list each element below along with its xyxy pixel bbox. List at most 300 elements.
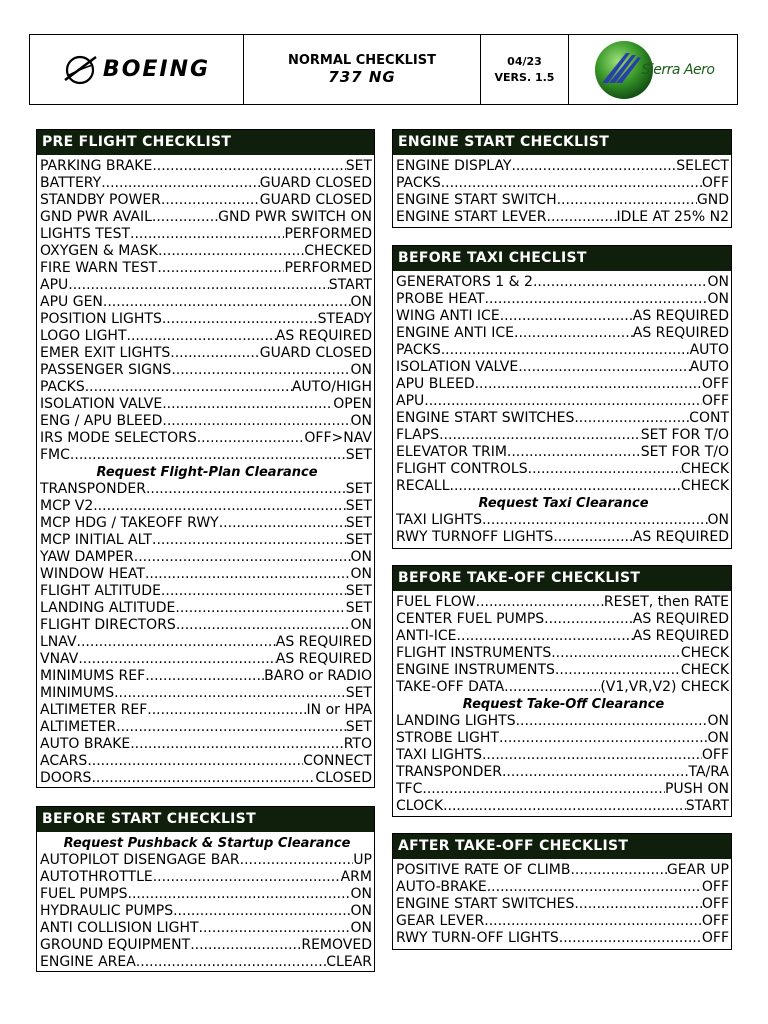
- item-label: APU: [40, 277, 69, 293]
- item-label: WING ANTI ICE: [396, 308, 500, 324]
- dot-leader: [136, 954, 326, 971]
- checklist-row: [40, 413, 374, 430]
- item-label: YAW DAMPER: [40, 549, 134, 565]
- dot-leader: [101, 175, 260, 192]
- dot-leader: [170, 345, 259, 362]
- checklist-group: [396, 862, 731, 947]
- checklist-row: [396, 444, 731, 461]
- item-action: GEAR UP: [666, 862, 729, 878]
- dot-leader: [533, 274, 708, 291]
- dot-leader: [128, 886, 351, 903]
- dot-leader: [130, 736, 344, 753]
- checklist-row: [40, 651, 374, 668]
- item-label: VNAV: [40, 651, 79, 667]
- item-label: BATTERY: [40, 175, 102, 191]
- checklist-group: [40, 158, 374, 464]
- checklist-group: [396, 158, 731, 226]
- checklist-row: [40, 158, 374, 175]
- version-block: [481, 35, 569, 104]
- item-action: GUARD CLOSED: [259, 192, 372, 208]
- item-label: MINIMUMS REF: [40, 668, 146, 684]
- dot-leader: [457, 628, 633, 645]
- item-action: ON: [350, 903, 372, 919]
- dot-leader: [147, 702, 306, 719]
- checklist-row: [396, 781, 731, 798]
- checklist-row: [40, 719, 374, 736]
- item-label: TAKE-OFF DATA: [396, 679, 505, 695]
- item-label: FLIGHT CONTROLS: [396, 461, 528, 477]
- checklist-row: [40, 362, 374, 379]
- item-label: FLAPS: [396, 427, 440, 443]
- dot-leader: [199, 920, 351, 937]
- checklist-row: [396, 798, 731, 815]
- checklist-row: [40, 311, 374, 328]
- item-action: UP: [353, 852, 372, 868]
- checklist-row: [396, 192, 731, 209]
- checklist-row: [40, 515, 374, 532]
- item-action: CLOSED: [315, 770, 372, 786]
- dot-leader: [176, 617, 351, 634]
- dot-leader: [450, 478, 681, 495]
- dot-leader: [441, 175, 702, 192]
- checklist-row: [40, 600, 374, 617]
- item-action: SET: [345, 498, 372, 514]
- item-label: GENERATORS 1 & 2: [396, 274, 533, 290]
- dot-leader: [103, 294, 351, 311]
- dot-leader: [157, 260, 284, 277]
- dot-leader: [70, 447, 346, 464]
- dot-leader: [485, 291, 708, 308]
- before-taxi-checklist: [392, 245, 732, 549]
- dot-leader: [68, 277, 329, 294]
- item-action: ARM: [340, 869, 372, 885]
- checklist-row: [396, 274, 731, 291]
- checklist-row: [396, 393, 731, 410]
- item-label: ENGINE DISPLAY: [396, 158, 512, 174]
- dot-leader: [91, 770, 315, 787]
- item-label: FLIGHT INSTRUMENTS: [396, 645, 552, 661]
- item-label: EMER EXIT LIGHTS: [40, 345, 171, 361]
- checklist-row: [40, 920, 374, 937]
- item-label: LANDING ALTITUDE: [40, 600, 176, 616]
- checklist-row: [40, 481, 374, 498]
- item-action: GND: [696, 192, 729, 208]
- item-label: ENGINE START SWITCHES: [396, 896, 575, 912]
- item-label: ENGINE START LEVER: [396, 209, 547, 225]
- checklist-row: [40, 903, 374, 920]
- item-label: TFC: [396, 781, 423, 797]
- item-action: SET FOR T/O: [640, 427, 729, 443]
- dot-leader: [158, 243, 304, 260]
- dot-leader: [551, 645, 681, 662]
- item-action: PUSH ON: [664, 781, 729, 797]
- item-label: FUEL PUMPS: [40, 886, 128, 902]
- item-action: PERFORMED: [284, 226, 372, 242]
- item-action: CHECK: [680, 478, 729, 494]
- item-action: ON: [707, 512, 729, 528]
- item-action: CLEAR: [326, 954, 372, 970]
- checklist-group: [396, 594, 731, 696]
- checklist-row: [396, 325, 731, 342]
- dot-leader: [127, 328, 276, 345]
- checklist-row: [40, 498, 374, 515]
- item-action: START: [328, 277, 372, 293]
- item-label: RECALL: [396, 478, 450, 494]
- item-action: CHECK: [680, 461, 729, 477]
- item-action: IDLE AT 25% N2: [616, 209, 729, 225]
- manufacturer-logo: [30, 35, 244, 104]
- item-label: ENGINE AREA: [40, 954, 136, 970]
- item-label: PACKS: [396, 342, 441, 358]
- item-label: ENGINE START SWITCH: [396, 192, 557, 208]
- dot-leader: [511, 158, 676, 175]
- checklist-row: [396, 764, 731, 781]
- checklist-items: [393, 591, 731, 815]
- item-action: ON: [707, 730, 729, 746]
- item-label: IRS MODE SELECTORS: [40, 430, 197, 446]
- checklist-row: [40, 954, 374, 971]
- checklist-row: [396, 461, 731, 478]
- dot-leader: [219, 515, 346, 532]
- checklist-title-block: [244, 35, 481, 104]
- checklist-row: [40, 175, 374, 192]
- before-takeoff-checklist: [392, 565, 732, 817]
- item-action: CONNECT: [303, 753, 372, 769]
- manufacturer-name: BOEING: [102, 57, 211, 82]
- checklist-row: [40, 379, 374, 396]
- checklist-row: [396, 427, 731, 444]
- item-action: AUTO: [689, 359, 729, 375]
- item-label: ENGINE INSTRUMENTS: [396, 662, 555, 678]
- item-label: GROUND EQUIPMENT: [40, 937, 191, 953]
- item-action: GND PWR SWITCH ON: [218, 209, 372, 225]
- item-label: STROBE LIGHT: [396, 730, 499, 746]
- checklist-row: [396, 512, 731, 529]
- checklist-row: [396, 611, 731, 628]
- item-action: OFF: [701, 747, 729, 763]
- item-label: DOORS: [40, 770, 92, 786]
- checklist-items: [393, 859, 731, 947]
- dot-leader: [175, 600, 345, 617]
- checklist-row: [40, 702, 374, 719]
- checklist-row: [40, 396, 374, 413]
- dot-leader: [475, 376, 702, 393]
- checklist-row: [396, 410, 731, 427]
- item-action: ON: [350, 549, 372, 565]
- checklist-items: [37, 832, 374, 971]
- item-label: ISOLATION VALVE: [40, 396, 163, 412]
- checklist-row: [40, 532, 374, 549]
- checklist-row: [40, 617, 374, 634]
- checklist-row: [396, 308, 731, 325]
- item-action: AS REQUIRED: [632, 611, 729, 627]
- item-action: SET FOR T/O: [640, 444, 729, 460]
- checklist-items: [37, 155, 374, 787]
- item-label: LANDING LIGHTS: [396, 713, 516, 729]
- item-action: CONT: [689, 410, 729, 426]
- dot-leader: [424, 393, 702, 410]
- checklist-row: [40, 634, 374, 651]
- item-action: OFF: [701, 376, 729, 392]
- section-title: AFTER TAKE-OFF CHECKLIST: [393, 834, 731, 859]
- aircraft-type: 737 NG: [328, 68, 396, 86]
- dot-leader: [190, 937, 301, 954]
- dot-leader: [152, 209, 218, 226]
- dot-leader: [93, 498, 345, 515]
- item-action: REMOVED: [301, 937, 372, 953]
- item-label: TAXI LIGHTS: [396, 512, 482, 528]
- dot-leader: [555, 662, 681, 679]
- dot-leader: [161, 192, 260, 209]
- item-label: APU: [396, 393, 425, 409]
- dot-leader: [116, 719, 346, 736]
- item-action: SET: [345, 515, 372, 531]
- item-label: MCP V2: [40, 498, 94, 514]
- item-action: SELECT: [676, 158, 729, 174]
- after-takeoff-checklist: [392, 833, 732, 950]
- item-label: POSITIVE RATE OF CLIMB: [396, 862, 571, 878]
- item-label: CENTER FUEL PUMPS: [396, 611, 545, 627]
- dot-leader: [171, 362, 350, 379]
- preflight-checklist: [36, 129, 375, 788]
- item-action: STEADY: [317, 311, 372, 327]
- dot-leader: [153, 869, 341, 886]
- item-label: LOGO LIGHT: [40, 328, 127, 344]
- item-action: ON: [350, 413, 372, 429]
- checklist-row: [396, 376, 731, 393]
- checklist-row: [40, 430, 374, 447]
- checklist-row: [396, 913, 731, 930]
- checklist-row: [396, 594, 731, 611]
- item-label: FLIGHT ALTITUDE: [40, 583, 161, 599]
- dot-leader: [482, 747, 702, 764]
- checklist-row: [40, 328, 374, 345]
- dot-leader: [162, 413, 350, 430]
- item-label: POSITION LIGHTS: [40, 311, 162, 327]
- checklist-row: [396, 879, 731, 896]
- dot-leader: [574, 410, 689, 427]
- dot-leader: [162, 311, 318, 328]
- engine-start-checklist: [392, 129, 732, 228]
- checklist-row: [396, 896, 731, 913]
- item-action: OFF: [701, 913, 729, 929]
- item-action: ON: [350, 566, 372, 582]
- dot-leader: [557, 192, 697, 209]
- item-action: ON: [707, 291, 729, 307]
- item-action: ON: [350, 920, 372, 936]
- checklist-row: [396, 291, 731, 308]
- item-label: OXYGEN & MASK: [40, 243, 158, 259]
- checklist-title: NORMAL CHECKLIST: [287, 53, 436, 68]
- item-label: FUEL FLOW: [396, 594, 476, 610]
- item-action: AS REQUIRED: [632, 325, 729, 341]
- checklist-row: [40, 685, 374, 702]
- item-action: AS REQUIRED: [632, 529, 729, 545]
- checklist-group: [396, 512, 731, 546]
- item-action: SET: [345, 447, 372, 463]
- item-action: OFF: [701, 930, 729, 946]
- dot-leader: [518, 359, 689, 376]
- checklist-row: [396, 158, 731, 175]
- item-action: OFF: [701, 896, 729, 912]
- dot-leader: [504, 679, 600, 696]
- item-label: RWY TURNOFF LIGHTS: [396, 529, 554, 545]
- checklist-row: [396, 862, 731, 879]
- checklist-group: [396, 713, 731, 815]
- checklist-group: [40, 852, 374, 971]
- dot-leader: [130, 226, 284, 243]
- dot-leader: [487, 879, 702, 896]
- checklist-row: [396, 662, 731, 679]
- item-action: RESET, then RATE: [603, 594, 729, 610]
- item-label: ISOLATION VALVE: [396, 359, 519, 375]
- checklist-row: [40, 566, 374, 583]
- item-action: CHECK: [680, 662, 729, 678]
- dot-leader: [134, 549, 351, 566]
- section-title: ENGINE START CHECKLIST: [393, 130, 731, 155]
- checklist-group: [396, 274, 731, 495]
- airline-logo: [569, 35, 737, 104]
- item-label: ANTI-ICE: [396, 628, 457, 644]
- checklist-row: [40, 937, 374, 954]
- item-action: PERFORMED: [284, 260, 372, 276]
- item-label: CLOCK: [396, 798, 444, 814]
- checklist-row: [40, 226, 374, 243]
- item-action: AS REQUIRED: [275, 634, 372, 650]
- dot-leader: [145, 566, 351, 583]
- item-label: TRANSPONDER: [396, 764, 502, 780]
- document-header: [29, 34, 738, 105]
- item-label: ANTI COLLISION LIGHT: [40, 920, 199, 936]
- revision-date: 04/23: [507, 54, 542, 68]
- dot-leader: [528, 461, 681, 478]
- item-label: HYDRAULIC PUMPS: [40, 903, 174, 919]
- item-label: APU BLEED: [396, 376, 475, 392]
- dot-leader: [240, 852, 354, 869]
- item-label: GEAR LEVER: [396, 913, 485, 929]
- item-label: APU GEN: [40, 294, 103, 310]
- item-action: OFF: [701, 175, 729, 191]
- item-action: TA/RA: [688, 764, 729, 780]
- checklist-row: [396, 529, 731, 546]
- item-label: ENG / APU BLEED: [40, 413, 163, 429]
- checklist-group: [40, 481, 374, 787]
- checklist-row: [40, 294, 374, 311]
- version-number: VERS. 1.5: [494, 70, 555, 84]
- clearance-note: Request Take-Off Clearance: [462, 697, 665, 712]
- item-label: PASSENGER SIGNS: [40, 362, 172, 378]
- item-action: ON: [350, 362, 372, 378]
- item-action: GUARD CLOSED: [259, 175, 372, 191]
- dot-leader: [441, 342, 690, 359]
- airline-name: Sierra Aero: [641, 61, 715, 78]
- item-action: SET: [345, 600, 372, 616]
- dot-leader: [173, 903, 350, 920]
- checklist-row: [396, 342, 731, 359]
- item-label: FIRE WARN TEST: [40, 260, 158, 276]
- checklist-row: [40, 209, 374, 226]
- section-title: PRE FLIGHT CHECKLIST: [37, 130, 374, 155]
- item-action: BARO or RADIO: [264, 668, 372, 684]
- section-title: BEFORE TAXI CHECLIST: [393, 246, 731, 271]
- item-action: SET: [345, 685, 372, 701]
- dot-leader: [87, 753, 303, 770]
- checklist-row: [40, 668, 374, 685]
- item-label: WINDOW HEAT: [40, 566, 145, 582]
- item-action: SET: [345, 481, 372, 497]
- checklist-row: [40, 886, 374, 903]
- item-action: OFF>NAV: [304, 430, 372, 446]
- item-label: FLIGHT DIRECTORS: [40, 617, 176, 633]
- dot-leader: [507, 444, 641, 461]
- checklist-row: [396, 645, 731, 662]
- item-action: OPEN: [333, 396, 372, 412]
- item-label: PARKING BRAKE: [40, 158, 153, 174]
- checklist-row: [40, 345, 374, 362]
- item-action: AS REQUIRED: [632, 628, 729, 644]
- clearance-note: Request Pushback & Startup Clearance: [63, 836, 351, 851]
- item-label: MINIMUMS: [40, 685, 115, 701]
- checklist-row: [40, 736, 374, 753]
- checklist-row: [40, 583, 374, 600]
- section-title: BEFORE TAKE-OFF CHECKLIST: [393, 566, 731, 591]
- item-label: STANDBY POWER: [40, 192, 161, 208]
- item-action: CHECK: [680, 645, 729, 661]
- item-label: PROBE HEAT: [396, 291, 485, 307]
- checklist-row: [396, 930, 731, 947]
- item-action: SET: [345, 583, 372, 599]
- item-label: ELEVATOR TRIM: [396, 444, 507, 460]
- dot-leader: [500, 308, 633, 325]
- item-action: SET: [345, 719, 372, 735]
- item-action: AUTO: [689, 342, 729, 358]
- checklist-row: [40, 192, 374, 209]
- checklist-row: [396, 747, 731, 764]
- dot-leader: [422, 781, 665, 798]
- item-label: AUTOTHROTTLE: [40, 869, 153, 885]
- dot-leader: [152, 158, 345, 175]
- checklist-row: [396, 209, 731, 226]
- item-label: AUTO BRAKE: [40, 736, 131, 752]
- section-title: BEFORE START CHECKLIST: [37, 807, 374, 832]
- item-label: AUTO-BRAKE: [396, 879, 487, 895]
- item-action: RTO: [343, 736, 372, 752]
- dot-leader: [499, 730, 708, 747]
- item-label: RWY TURN-OFF LIGHTS: [396, 930, 559, 946]
- item-label: ENGINE ANTI ICE: [396, 325, 514, 341]
- item-label: LNAV: [40, 634, 77, 650]
- item-action: GUARD CLOSED: [259, 345, 372, 361]
- dot-leader: [443, 798, 686, 815]
- dot-leader: [484, 913, 702, 930]
- item-action: AS REQUIRED: [275, 328, 372, 344]
- dot-leader: [78, 651, 275, 668]
- checklist-row: [40, 549, 374, 566]
- checklist-row: [396, 713, 731, 730]
- item-label: TRANSPONDER: [40, 481, 146, 497]
- dot-leader: [516, 713, 708, 730]
- dot-leader: [77, 634, 276, 651]
- checklist-row: [40, 447, 374, 464]
- before-start-checklist: [36, 806, 375, 972]
- dot-leader: [574, 896, 702, 913]
- item-label: AUTOPILOT DISENGAGE BAR: [40, 852, 240, 868]
- item-action: SET: [345, 532, 372, 548]
- item-action: CHECKED: [304, 243, 372, 259]
- item-action: START: [685, 798, 729, 814]
- dot-leader: [544, 611, 633, 628]
- dot-leader: [559, 930, 702, 947]
